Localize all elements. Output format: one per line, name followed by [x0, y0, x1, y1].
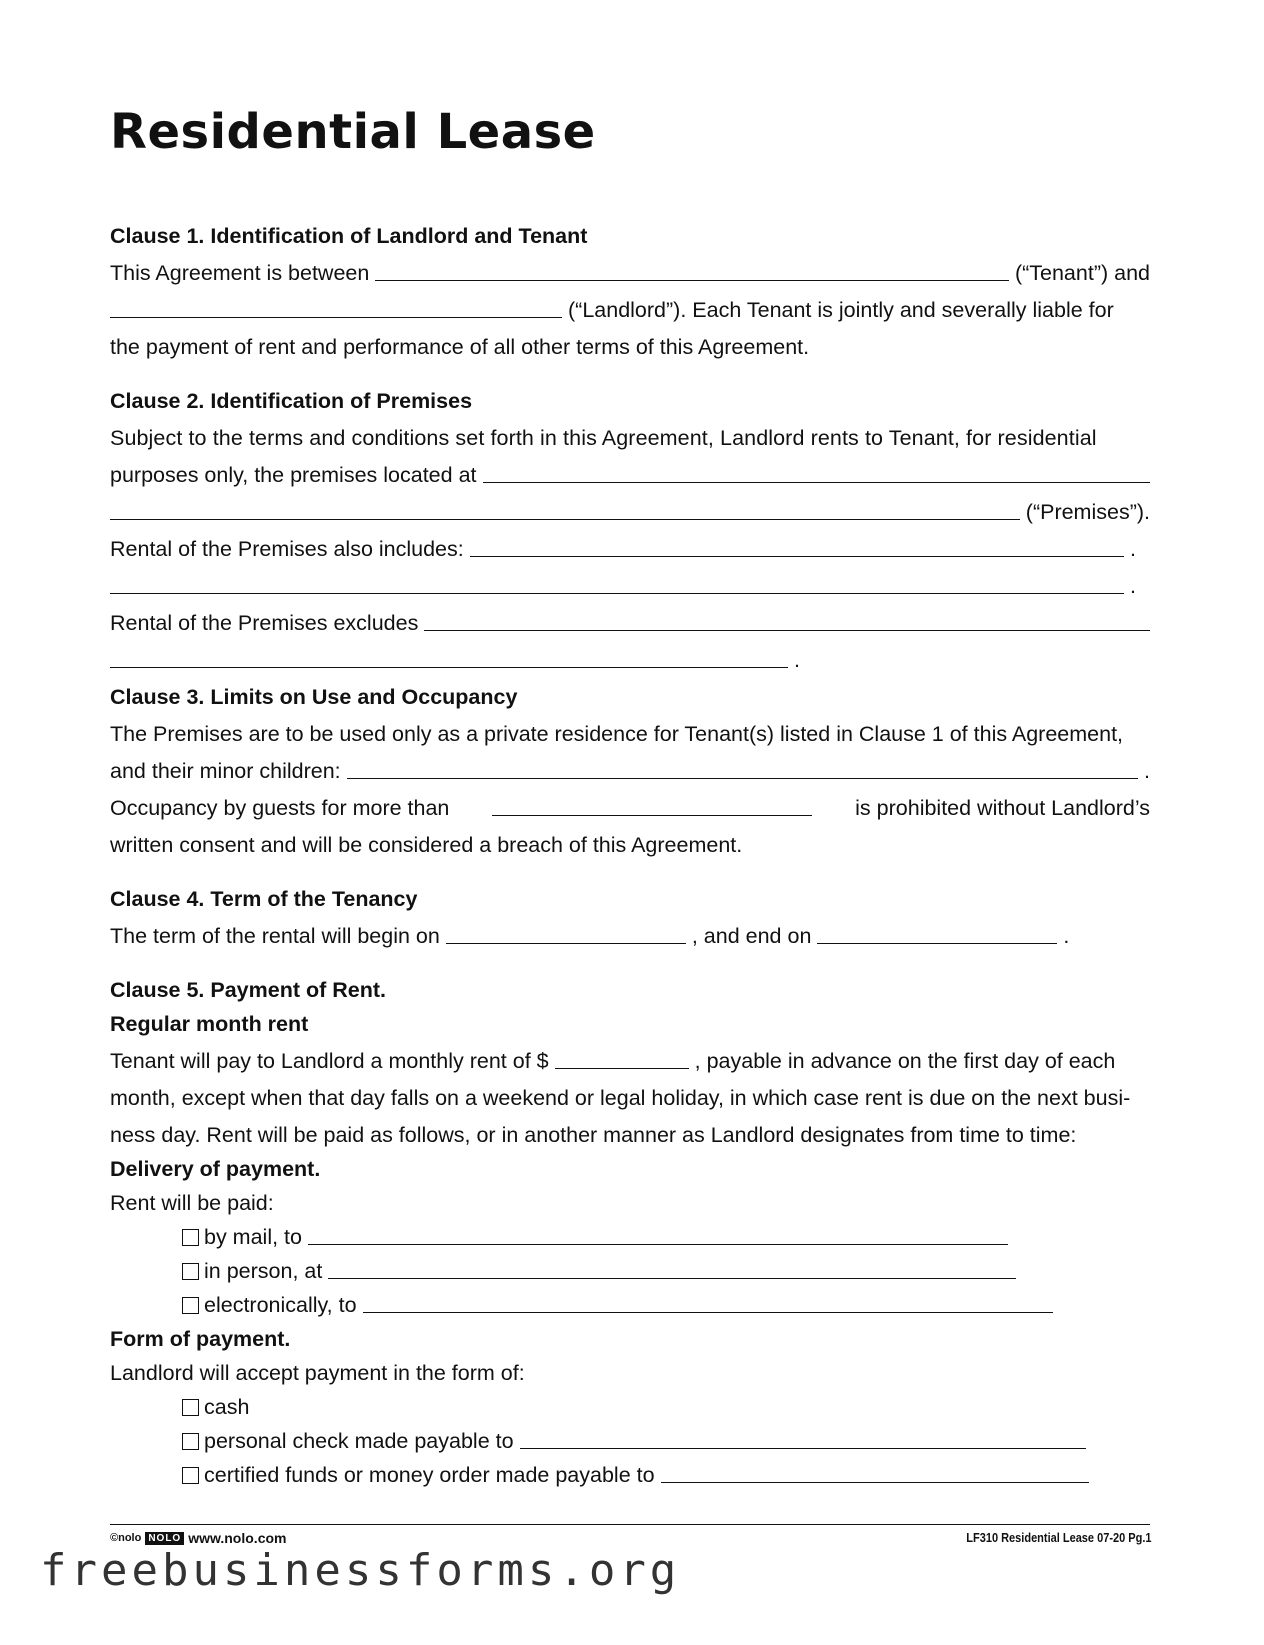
clause-3-text-2b: . [1144, 758, 1150, 783]
clause-2-heading: Clause 2. Identification of Premises [110, 388, 473, 413]
clause-3-text-2: and their minor children: [110, 758, 341, 783]
clause-3-line-3 [110, 782, 1150, 819]
delivery-subheading: Delivery of payment. [110, 1156, 321, 1181]
clause-3-text-3: Occupancy by guests for more than [110, 795, 450, 820]
clause-2-line-4 [110, 523, 1150, 560]
clause-2-text-1: Subject to the terms and conditions set forth in this Agreement, Landlord rents to Tenant, for residential [110, 425, 1097, 450]
mail-label: by mail, to [204, 1224, 302, 1249]
nolo-logo: NOLO [145, 1532, 184, 1545]
clause-2-line-5 [110, 560, 1150, 597]
footer-url[interactable]: www.nolo.com [188, 1530, 287, 1546]
copyright-text: ©nolo [110, 1532, 142, 1544]
clause-5-line-5: Landlord will accept payment in the form of: [110, 1360, 525, 1385]
electronic-label: electronically, to [204, 1292, 357, 1317]
in-person-checkbox[interactable] [182, 1263, 199, 1280]
clause-3-line-4: written consent and will be considered a breach of this Agreement. [110, 832, 743, 857]
clause-5-heading: Clause 5. Payment of Rent. [110, 977, 386, 1002]
regular-rent-subheading: Regular month rent [110, 1011, 309, 1036]
clause-3-text-3b: is prohibited without Landlord’s [855, 795, 1150, 820]
clause-2-text-7b: . [794, 647, 800, 672]
mail-address-field[interactable] [308, 1244, 1008, 1245]
term-start-date-field[interactable] [446, 943, 686, 944]
rental-includes-field[interactable] [470, 556, 1124, 557]
document-title: Residential Lease [110, 104, 596, 160]
clause-1-line-1 [110, 247, 1150, 284]
clause-1-text-a: This Agreement is between [110, 260, 370, 285]
rental-includes-field-2[interactable] [110, 593, 1124, 594]
clause-4-heading: Clause 4. Term of the Tenancy [110, 886, 418, 911]
clause-1-line-3: the payment of rent and performance of all other terms of this Agreement. [110, 334, 810, 359]
delivery-option-electronic [110, 1282, 1150, 1316]
clause-4-text-a: The term of the rental will begin on [110, 923, 440, 948]
electronic-account-field[interactable] [363, 1312, 1053, 1313]
clause-3-line-2 [110, 745, 1150, 782]
clause-2-line-7 [110, 634, 1150, 671]
watermark: freebusinessforms.org [40, 1545, 681, 1596]
clause-5-text-1a: Tenant will pay to Landlord a monthly rent of $ [110, 1048, 549, 1073]
in-person-label: in person, at [204, 1258, 323, 1283]
clause-5-line-4: Rent will be paid: [110, 1190, 274, 1215]
landlord-name-field[interactable] [110, 317, 562, 318]
monthly-rent-field[interactable] [555, 1068, 689, 1069]
clause-4-line-1 [110, 910, 1150, 947]
in-person-location-field[interactable] [328, 1278, 1016, 1279]
clause-3-line-1: The Premises are to be used only as a private residence for Tenant(s) listed in Clause 1 of this Agreement, [110, 721, 1124, 746]
clause-4-text-c: . [1063, 923, 1070, 948]
rental-excludes-field-2[interactable] [110, 667, 788, 668]
clause-5-line-2: month, except when that day falls on a weekend or legal holiday, in which case rent is due on the next busi- [110, 1085, 1131, 1110]
money-order-label: certified funds or money order made payable to [204, 1462, 655, 1487]
clause-2-text-6: Rental of the Premises excludes [110, 610, 419, 635]
clause-3-heading: Clause 3. Limits on Use and Occupancy [110, 684, 518, 709]
form-of-payment-subheading: Form of payment. [110, 1326, 291, 1351]
payment-option-check [110, 1418, 1150, 1452]
clause-2-line-1 [110, 412, 1150, 449]
clause-2-line-3 [110, 486, 1150, 523]
rental-excludes-field[interactable] [424, 630, 1150, 631]
clause-2-line-6 [110, 597, 1150, 634]
minor-children-field[interactable] [347, 778, 1138, 779]
premises-address-field[interactable] [483, 482, 1151, 483]
form-id: LF310 Residential Lease 07-20 Pg.1 [966, 1531, 1152, 1545]
clause-1-heading: Clause 1. Identification of Landlord and Tenant [110, 223, 588, 248]
lease-body [110, 210, 1150, 1486]
clause-2-text-5b: . [1130, 573, 1136, 598]
clause-5-text-1b: , payable in advance on the first day of each [694, 1048, 1116, 1073]
payment-option-money-order [110, 1452, 1150, 1486]
clause-2-line-2 [110, 449, 1150, 486]
electronic-checkbox[interactable] [182, 1297, 199, 1314]
mail-checkbox[interactable] [182, 1229, 199, 1246]
delivery-option-in-person [110, 1248, 1150, 1282]
cash-checkbox[interactable] [182, 1399, 199, 1416]
footer-divider [110, 1524, 1150, 1525]
clause-4-text-b: , and end on [691, 923, 812, 948]
clause-1-text-b: (“Tenant”) and [1014, 260, 1150, 285]
tenant-name-field[interactable] [375, 280, 1009, 281]
clause-2-text-3: (“Premises”). [1025, 499, 1150, 524]
clause-5-line-1 [110, 1035, 1150, 1072]
clause-2-text-2: purposes only, the premises located at [110, 462, 477, 487]
cash-label: cash [204, 1394, 250, 1419]
clause-5-line-3: ness day. Rent will be paid as follows, or in another manner as Landlord designates from time to time: [110, 1122, 1077, 1147]
money-order-checkbox[interactable] [182, 1467, 199, 1484]
premises-address-field-2[interactable] [110, 519, 1020, 520]
guest-duration-field[interactable] [492, 815, 812, 816]
money-order-payee-field[interactable] [661, 1482, 1089, 1483]
delivery-option-mail [110, 1214, 1150, 1248]
clause-2-text-4b: . [1130, 536, 1136, 561]
payment-option-cash [110, 1384, 1150, 1418]
term-end-date-field[interactable] [817, 943, 1057, 944]
clause-1-text-c: (“Landlord”). Each Tenant is jointly and severally liable for [568, 297, 1114, 322]
check-label: personal check made payable to [204, 1428, 514, 1453]
clause-2-text-4: Rental of the Premises also includes: [110, 536, 464, 561]
footer-brand [110, 1530, 286, 1546]
check-checkbox[interactable] [182, 1433, 199, 1450]
clause-1-line-2 [110, 284, 1150, 321]
check-payee-field[interactable] [520, 1448, 1086, 1449]
